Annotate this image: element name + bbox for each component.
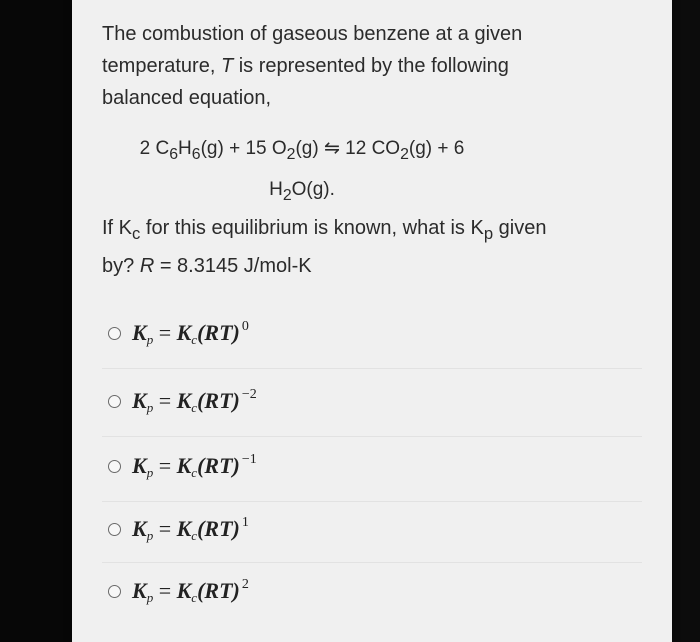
equation-line-2: $H_2O(g)$.	[269, 178, 335, 204]
option-formula: $K_p = K_c(RT)$ $^0$	[132, 318, 249, 347]
question-text: The combustion of gaseous benzene at a given temperature, T is represented by the following balanced equation,	[102, 23, 523, 109]
question-card	[72, 0, 672, 642]
radio-button-icon[interactable]	[108, 327, 121, 340]
divider	[102, 436, 642, 437]
answer-option-3[interactable]	[108, 446, 257, 486]
divider	[102, 501, 642, 502]
background-right	[672, 0, 700, 642]
answer-option-1[interactable]	[108, 313, 249, 353]
background-left	[0, 0, 72, 642]
chemical-equation	[72, 132, 532, 212]
question-prompt: If $K_c$ for this equilibrium is known, what is $K_p$ given by? R = 8.3145 J/mol-K	[102, 217, 547, 277]
radio-button-icon[interactable]	[108, 585, 121, 598]
radio-button-icon[interactable]	[108, 460, 121, 473]
option-formula: $K_p = K_c(RT)$ $^2$	[132, 576, 249, 605]
option-formula: $K_p = K_c(RT)$ $^1$	[132, 514, 249, 543]
divider	[102, 562, 642, 563]
answer-option-5[interactable]	[108, 571, 249, 611]
option-formula: $K_p = K_c(RT)$ $^{-2}$	[132, 386, 257, 415]
answer-option-2[interactable]	[108, 381, 257, 421]
answer-option-4[interactable]	[108, 509, 249, 549]
option-formula: $K_p = K_c(RT)$ $^{-1}$	[132, 451, 257, 480]
divider	[102, 368, 642, 369]
equation-line-1: 2 $C_6H_6(g) + 15$ $O_2(g)$ ⇋ 12 $CO_2(g) + 6$	[139, 138, 465, 163]
radio-button-icon[interactable]	[108, 395, 121, 408]
radio-button-icon[interactable]	[108, 523, 121, 536]
